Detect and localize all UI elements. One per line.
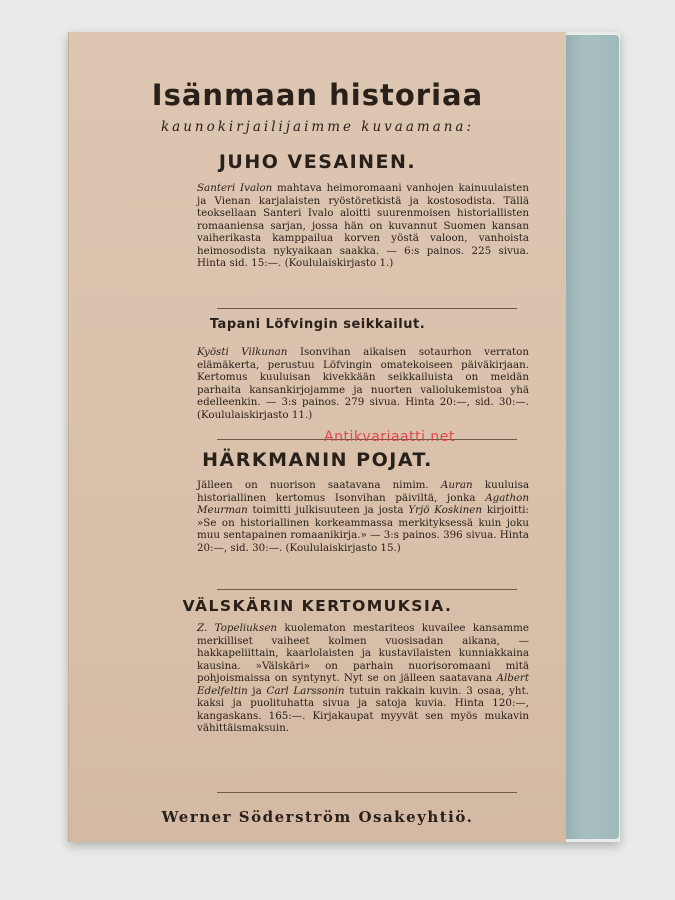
description-text: kirjoitti: »Se on historiallinen korkeammassa merkityksessä kuin joku muu sentapainen romaanikirja.» — 3:s painos. 396 sivua. Hinta 20:—, sid. 30:—. (Koululaiskirjasto 15.) [197, 504, 529, 554]
author-name: Santeri Ivalon [197, 182, 273, 194]
book-description-1 [197, 182, 529, 270]
publisher-name: Werner Söderström Osakeyhtiö. [161, 808, 474, 826]
description-text: toimitti julkisuuteen ja josta [247, 504, 409, 516]
divider [217, 792, 517, 793]
book-heading-3: HÄRKMANIN POJAT. [202, 449, 433, 471]
critic-name: Yrjö Koskinen [408, 504, 483, 516]
back-cover [68, 32, 566, 842]
editor-name: Agathon Meurman [197, 491, 529, 516]
book-description-2 [197, 346, 529, 421]
divider [217, 589, 517, 590]
illustrator-name: Carl Larssonin [266, 684, 345, 697]
author-name: Kyösti Vilkunan [197, 346, 288, 358]
description-text: kuolematon mestariteos kuvailee kansamme merkilliset vaiheet kolmen vuosisadan aikana, — hakkapeliittain, kaarlolaisten ja kustavilaisten kunniakkaina kausina. »Välskäri» on parhain nuorisoromaani mitä pohjoismaissa on syntynyt. Nyt se on jälleen saatavana [197, 622, 529, 684]
description-text: Jälleen on nuorison saatavana nimim. [197, 479, 441, 491]
cover-title: Isänmaan historiaa [151, 78, 484, 112]
description-text: mahtava heimoromaani vanhojen kainuulaisten ja Vienan karjalaisten ryöstöretkistä ja kostosodista. Tällä teoksellaan Santeri Ivalo aloitti suurenmoisen historiallisten romaaniensa sarjan, jossa hän on kuvannut Suomen kansan vaiherikasta kamppailua korven yöstä valoon, vanhoista heimosodista nykyaikaan saakka. — 6:s painos. 225 sivua. Hinta sid. 15:—. (Koululaiskirjasto 1.) [197, 182, 529, 269]
illustrator-name: Albert Edelfeltin [197, 672, 529, 697]
cover-subtitle: kaunokirjailijaimme kuvaamana: [160, 119, 475, 135]
book-spine [563, 35, 619, 839]
cover-content [69, 32, 566, 842]
description-text: kuuluisa historiallinen kertomus Isonvihan päiviltä, jonka [197, 479, 530, 504]
book-heading-1: JUHO VESAINEN. [218, 151, 417, 173]
book [68, 32, 620, 842]
book-description-4 [197, 622, 529, 735]
pen-name: Auran [440, 479, 473, 491]
author-name: Z. Topeliuksen [197, 622, 278, 634]
description-text: tutuin rakkain kuvin. 3 osaa, yht. kaksi ja puolituhatta sivua ja satoja kuvia. Hinta 120:—, kangaskans. 165:—. Kirjakaupat myyvät sen myös mukavin vähittäismaksuin. [197, 684, 529, 734]
book-heading-4: VÄLSKÄRIN KERTOMUKSIA. [182, 597, 453, 615]
book-description-3 [197, 479, 529, 554]
watermark: Antikvariaatti.net [324, 429, 455, 445]
description-text: Isonvihan aikaisen sotaurhon verraton elämäkerta, perustuu Löfvingin omatekoiseen päiväkirjaan. Kertomus kuuluisan kivekkään seikkailuista on meidän parhaita kansankirjojamme ja nuorten valiolukemistoa yhä edelleenkin. — 3:s painos. 279 sivua. Hinta 20:—, sid. 30:—. (Koululaiskirjasto 11.) [197, 346, 529, 421]
book-heading-2: Tapani Löfvingin seikkailut. [209, 317, 426, 332]
divider [217, 308, 517, 309]
description-text: ja [247, 684, 267, 697]
